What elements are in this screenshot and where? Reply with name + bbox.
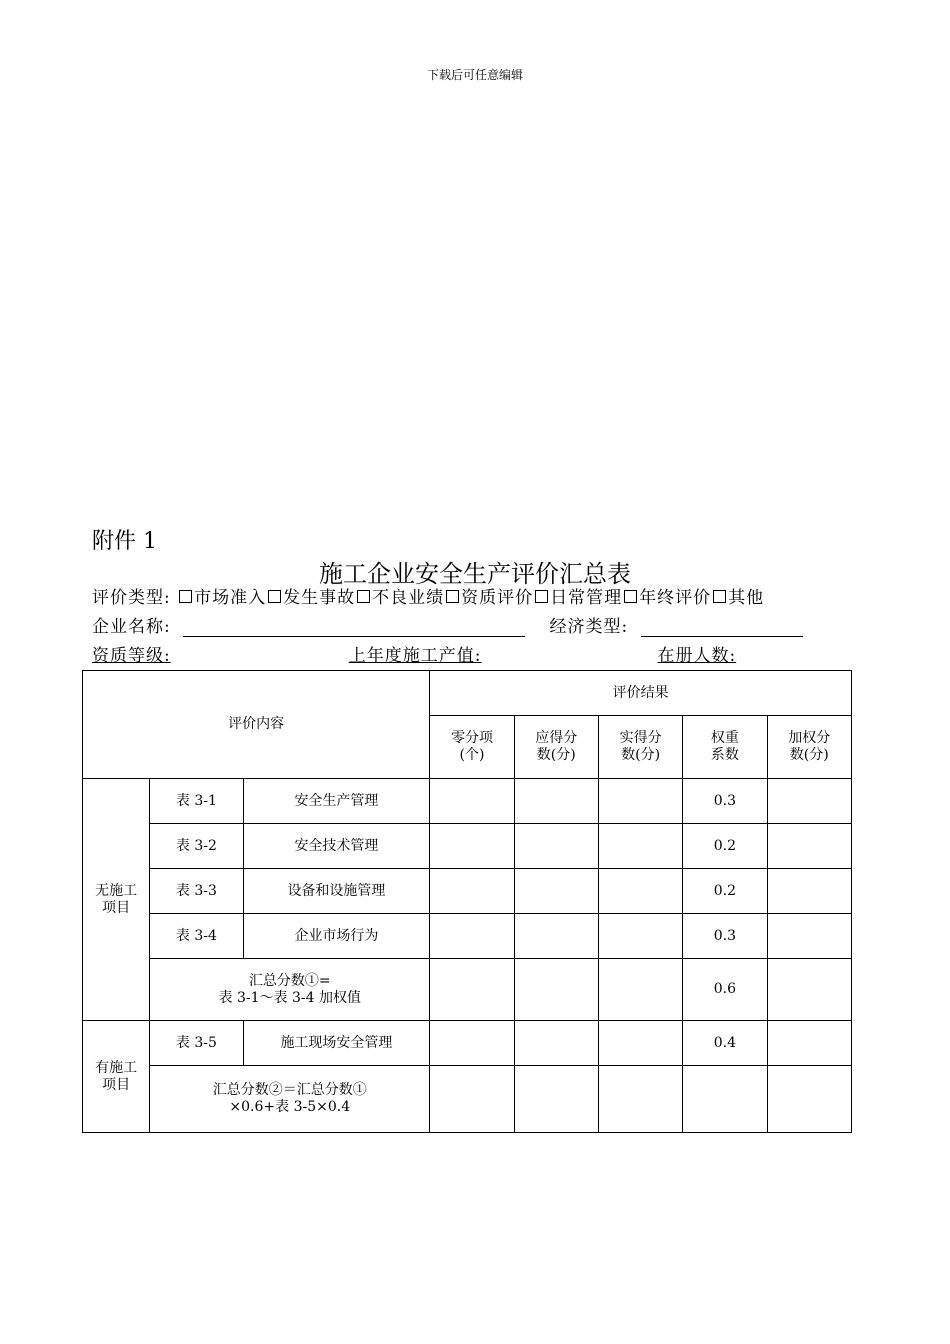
item-name: 施工现场安全管理 bbox=[243, 1021, 430, 1066]
table-row bbox=[83, 1021, 852, 1066]
zero-items-cell[interactable] bbox=[430, 824, 514, 869]
expected-score-cell[interactable] bbox=[514, 1021, 598, 1066]
actual-score-cell[interactable] bbox=[598, 869, 682, 914]
weight-cell: 0.6 bbox=[683, 959, 767, 1021]
weighted-score-cell[interactable] bbox=[767, 824, 851, 869]
eval-result-header: 评价结果 bbox=[430, 671, 852, 716]
expected-score-header: 应得分 数(分) bbox=[514, 716, 598, 779]
item-name: 安全生产管理 bbox=[243, 779, 430, 824]
table-row bbox=[83, 1066, 852, 1133]
zero-items-cell[interactable] bbox=[430, 1066, 514, 1133]
expected-score-cell[interactable] bbox=[514, 869, 598, 914]
actual-score-cell[interactable] bbox=[598, 824, 682, 869]
actual-score-cell[interactable] bbox=[598, 1021, 682, 1066]
weight-cell: 0.4 bbox=[683, 1021, 767, 1066]
actual-score-cell[interactable] bbox=[598, 779, 682, 824]
eval-option: 发生事故 bbox=[283, 588, 356, 608]
header-note: 下载后可任意编辑 bbox=[426, 68, 523, 82]
zero-items-cell[interactable] bbox=[430, 779, 514, 824]
group-no-project: 无施工 项目 bbox=[83, 779, 150, 1021]
weight-header: 权重 系数 bbox=[683, 716, 767, 779]
checkbox-icon[interactable] bbox=[535, 590, 548, 603]
weight-cell[interactable] bbox=[683, 1066, 767, 1133]
expected-score-cell[interactable] bbox=[514, 1066, 598, 1133]
weighted-score-cell[interactable] bbox=[767, 779, 851, 824]
weighted-score-cell[interactable] bbox=[767, 1021, 851, 1066]
zero-items-header: 零分项 (个) bbox=[430, 716, 514, 779]
checkbox-icon[interactable] bbox=[268, 590, 281, 603]
staff-label: 在册人数: bbox=[657, 646, 737, 666]
company-name-field[interactable] bbox=[183, 618, 525, 637]
table-ref: 表 3-5 bbox=[150, 1021, 243, 1066]
weighted-score-cell[interactable] bbox=[767, 1066, 851, 1133]
eval-type-line bbox=[92, 583, 764, 608]
weight-cell: 0.2 bbox=[683, 869, 767, 914]
item-name: 安全技术管理 bbox=[243, 824, 430, 869]
weighted-score-cell[interactable] bbox=[767, 914, 851, 959]
info-line bbox=[92, 641, 750, 666]
eval-option: 其他 bbox=[728, 588, 765, 608]
eval-option: 日常管理 bbox=[550, 588, 623, 608]
table-ref: 表 3-1 bbox=[150, 779, 243, 824]
page-title: 施工企业安全生产评价汇总表 bbox=[319, 560, 631, 588]
zero-items-cell[interactable] bbox=[430, 869, 514, 914]
table-ref: 表 3-4 bbox=[150, 914, 243, 959]
zero-items-cell[interactable] bbox=[430, 914, 514, 959]
checkbox-icon[interactable] bbox=[446, 590, 459, 603]
group-with-project: 有施工 项目 bbox=[83, 1021, 150, 1133]
eval-type-label: 评价类型: bbox=[92, 588, 171, 608]
attachment-label: 附件 1 bbox=[92, 529, 157, 554]
table-row bbox=[83, 959, 852, 1021]
item-name: 设备和设施管理 bbox=[243, 869, 430, 914]
checkbox-icon[interactable] bbox=[357, 590, 370, 603]
eval-option: 资质评价 bbox=[461, 588, 534, 608]
econ-type-field[interactable] bbox=[641, 618, 803, 637]
expected-score-cell[interactable] bbox=[514, 914, 598, 959]
table-ref: 表 3-3 bbox=[150, 869, 243, 914]
actual-score-cell[interactable] bbox=[598, 1066, 682, 1133]
sum1-label: 汇总分数①= 表 3-1～表 3-4 加权值 bbox=[150, 959, 430, 1021]
table-row bbox=[83, 779, 852, 824]
grade-label: 资质等级: bbox=[92, 646, 171, 666]
weight-cell: 0.3 bbox=[683, 779, 767, 824]
weighted-score-cell[interactable] bbox=[767, 959, 851, 1021]
checkbox-icon[interactable] bbox=[713, 590, 726, 603]
weighted-score-header: 加权分 数(分) bbox=[767, 716, 851, 779]
expected-score-cell[interactable] bbox=[514, 824, 598, 869]
table-row bbox=[83, 824, 852, 869]
table-row bbox=[83, 914, 852, 959]
checkbox-icon[interactable] bbox=[179, 590, 192, 603]
zero-items-cell[interactable] bbox=[430, 1021, 514, 1066]
eval-option: 不良业绩 bbox=[372, 588, 445, 608]
table-ref: 表 3-2 bbox=[150, 824, 243, 869]
checkbox-icon[interactable] bbox=[624, 590, 637, 603]
weight-cell: 0.3 bbox=[683, 914, 767, 959]
item-name: 企业市场行为 bbox=[243, 914, 430, 959]
expected-score-cell[interactable] bbox=[514, 959, 598, 1021]
table-row bbox=[83, 869, 852, 914]
actual-score-cell[interactable] bbox=[598, 959, 682, 1021]
sum2-label: 汇总分数②＝汇总分数① ×0.6+表 3-5×0.4 bbox=[150, 1066, 430, 1133]
eval-option: 年终评价 bbox=[639, 588, 712, 608]
summary-table bbox=[82, 670, 852, 1133]
actual-score-header: 实得分 数(分) bbox=[598, 716, 682, 779]
output-label: 上年度施工产值: bbox=[348, 646, 482, 666]
expected-score-cell[interactable] bbox=[514, 779, 598, 824]
company-line bbox=[92, 612, 803, 637]
company-name-label: 企业名称: bbox=[92, 617, 171, 637]
zero-items-cell[interactable] bbox=[430, 959, 514, 1021]
eval-content-header: 评价内容 bbox=[83, 671, 430, 779]
econ-type-label: 经济类型: bbox=[549, 617, 629, 637]
weighted-score-cell[interactable] bbox=[767, 869, 851, 914]
weight-cell: 0.2 bbox=[683, 824, 767, 869]
eval-option: 市场准入 bbox=[194, 588, 267, 608]
actual-score-cell[interactable] bbox=[598, 914, 682, 959]
